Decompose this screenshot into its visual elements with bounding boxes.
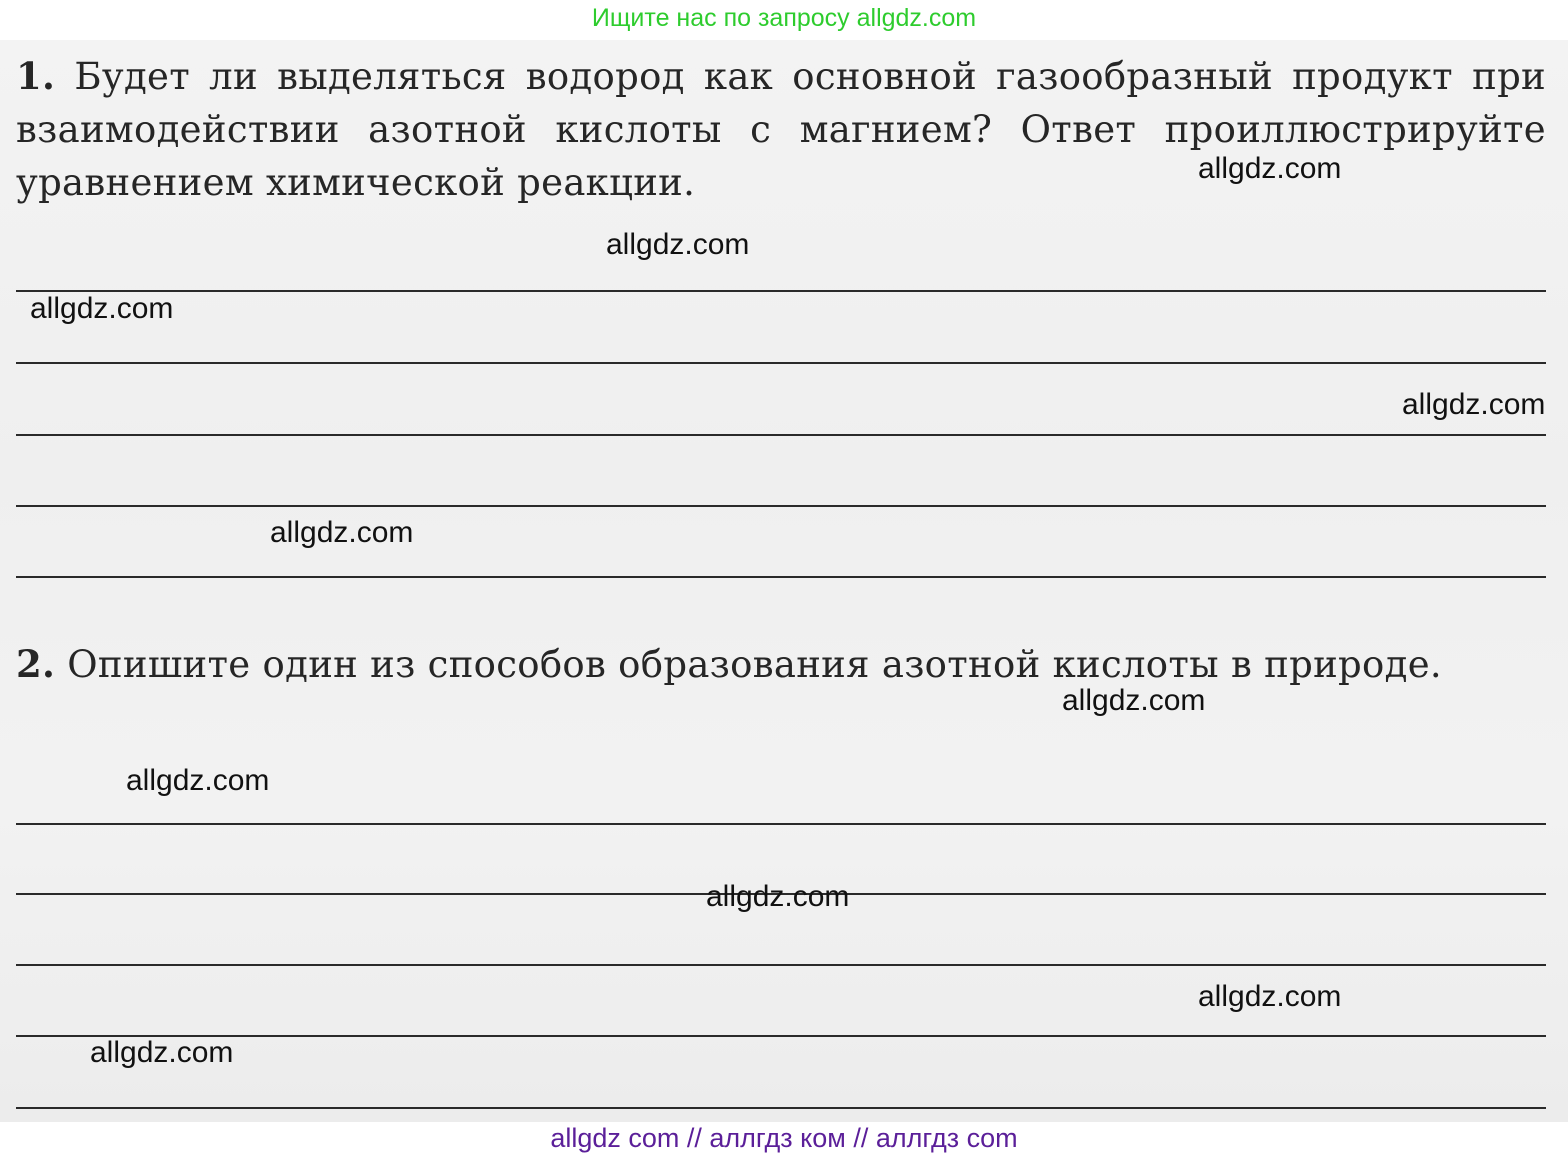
task-1-text: Будет ли выделяться водород как основной газообразный продукт при взаимодействии азотной кислоты с магнием? Ответ проиллюстрируйте уравнением химической реакции.: [16, 55, 1547, 204]
watermark: allgdz.com: [1402, 388, 1546, 421]
task-2: [16, 637, 1546, 692]
task-2-number: 2.: [16, 642, 56, 686]
watermark: allgdz.com: [270, 516, 414, 549]
footer-banner[interactable]: allgdz com // аллгдз ком // аллгдз com: [550, 1123, 1018, 1153]
watermark: allgdz.com: [126, 764, 270, 797]
watermark: allgdz.com: [1062, 684, 1206, 717]
answer-line: [16, 823, 1546, 825]
watermark: allgdz.com: [1198, 980, 1342, 1013]
answer-line: [16, 1107, 1546, 1109]
watermark: allgdz.com: [90, 1036, 234, 1069]
task-1-number: 1.: [16, 54, 56, 98]
watermark: allgdz.com: [606, 228, 750, 261]
task-2-text: Опишите один из способов образования азотной кислоты в природе.: [67, 643, 1442, 686]
watermark: allgdz.com: [30, 292, 174, 325]
answer-line: [16, 505, 1546, 507]
header-banner[interactable]: Ищите нас по запросу allgdz.com: [591, 4, 977, 32]
watermark: allgdz.com: [706, 880, 850, 913]
answer-line: [16, 290, 1546, 292]
answer-line: [16, 964, 1546, 966]
watermark: allgdz.com: [1198, 152, 1342, 185]
answer-line: [16, 362, 1546, 364]
answer-line: [16, 576, 1546, 578]
answer-line: [16, 1035, 1546, 1037]
answer-line: [16, 434, 1546, 436]
